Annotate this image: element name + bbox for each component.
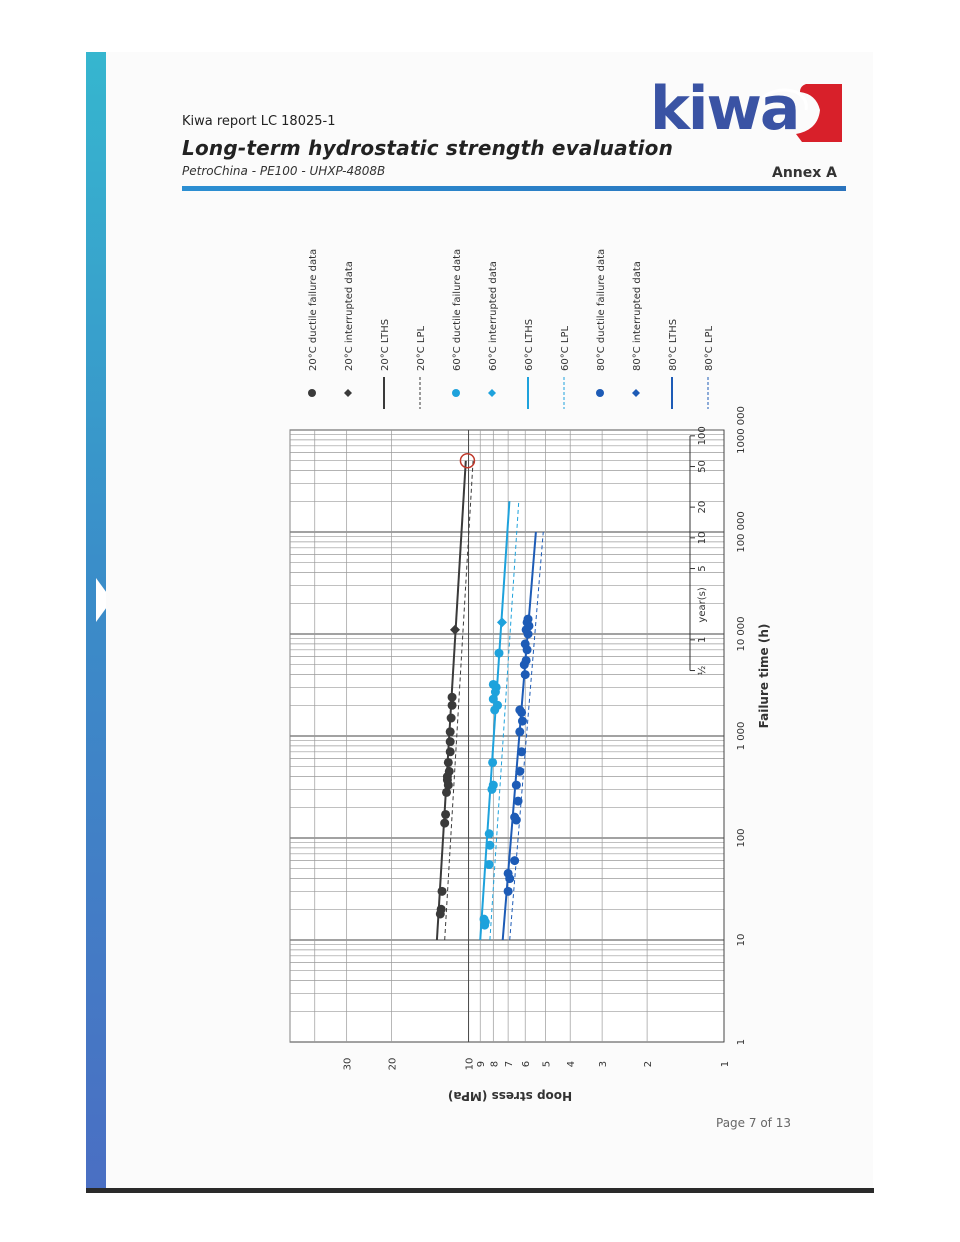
legend-marker-circle <box>596 389 604 397</box>
page-title: Long-term hydrostatic strength evaluation <box>182 136 674 160</box>
x-tick-label: 1 <box>736 1038 747 1046</box>
chart-grid <box>290 430 724 1042</box>
kiwa-logo-text: kiwa <box>650 74 799 144</box>
x-tick-label: 1000 000 <box>736 406 747 454</box>
legend-label: 60°C interrupted data <box>488 261 499 371</box>
data-point <box>480 915 489 924</box>
y-tick-label: 10 <box>464 1057 476 1071</box>
y-tick-label: 30 <box>342 1057 354 1071</box>
legend-marker-diamond <box>632 389 640 397</box>
legend-label: 80°C LPL <box>704 325 715 371</box>
data-point <box>518 717 527 726</box>
data-point <box>510 813 519 822</box>
legend-label: 60°C LTHS <box>524 318 535 371</box>
page-number: Page 7 of 13 <box>716 1116 791 1130</box>
data-point <box>446 737 455 746</box>
x-tick-label: 100 <box>736 828 747 848</box>
years-scale-label: 10 <box>697 531 708 545</box>
data-point <box>512 781 521 790</box>
legend-label: 20°C ductile failure data <box>308 248 319 371</box>
x-tick-label: 10 000 <box>736 616 747 652</box>
data-point <box>446 747 455 756</box>
legend-label: 80°C interrupted data <box>632 261 643 371</box>
data-point <box>444 758 453 767</box>
annex-label: Annex A <box>772 165 838 181</box>
y-tick-label: 6 <box>521 1060 533 1068</box>
y-tick-label: 3 <box>598 1060 610 1068</box>
legend-label: 80°C ductile failure data <box>596 248 607 371</box>
data-point <box>446 727 455 736</box>
x-tick-label: 100 000 <box>736 511 747 553</box>
legend-label: 20°C interrupted data <box>344 261 355 371</box>
x-tick-label: 10 <box>736 933 747 947</box>
data-point <box>521 639 530 648</box>
data-point <box>521 670 530 679</box>
y-axis-label: Hoop stress (MPa) <box>447 1089 573 1103</box>
x-axis-label: Failure time (h) <box>757 623 771 729</box>
years-scale-label: 1 <box>697 636 708 644</box>
legend-label: 60°C LPL <box>560 325 571 371</box>
y-tick-label: 4 <box>566 1060 578 1068</box>
data-point <box>504 869 513 878</box>
data-point <box>441 810 450 819</box>
legend-label: 80°C LTHS <box>668 318 679 371</box>
data-point <box>522 656 531 665</box>
chart-legend <box>308 249 715 409</box>
y-tick-label: 9 <box>476 1060 488 1068</box>
report-number: Kiwa report LC 18025-1 <box>182 114 336 129</box>
y-tick-label: 2 <box>643 1060 655 1068</box>
legend-label: 20°C LTHS <box>380 318 391 371</box>
y-tick-label: 20 <box>387 1057 399 1071</box>
data-point <box>448 693 457 702</box>
y-tick-label: 7 <box>504 1060 516 1068</box>
data-point <box>485 860 494 869</box>
legend-marker-circle <box>308 389 316 397</box>
data-point <box>515 727 524 736</box>
data-point <box>488 758 497 767</box>
data-point <box>440 819 449 828</box>
data-point <box>514 797 523 806</box>
data-point <box>517 747 526 756</box>
data-point <box>485 829 494 838</box>
data-point <box>504 887 513 896</box>
data-point <box>489 680 498 689</box>
data-point <box>510 856 519 865</box>
legend-marker-diamond <box>488 389 496 397</box>
data-point <box>485 841 494 850</box>
page-subtitle: PetroChina - PE100 - UHXP-4808B <box>182 164 386 178</box>
data-point <box>515 705 524 714</box>
years-scale-label: 100 <box>697 426 708 446</box>
data-point <box>489 781 498 790</box>
years-scale-title: year(s) <box>697 587 708 623</box>
data-point <box>447 714 456 723</box>
y-tick-label: 8 <box>489 1060 501 1068</box>
y-tick-label: 1 <box>720 1060 731 1068</box>
legend-marker-circle <box>452 389 460 397</box>
legend-label: 60°C ductile failure data <box>452 248 463 371</box>
years-scale-label: 5 <box>697 565 708 572</box>
data-point <box>524 615 533 624</box>
x-tick-label: 1 000 <box>736 721 747 751</box>
years-scale-label: 50 <box>697 460 708 473</box>
data-point <box>437 905 446 914</box>
years-scale-label: ½ <box>697 665 708 676</box>
data-point <box>448 701 457 710</box>
years-scale-label: 20 <box>697 500 708 514</box>
legend-marker-diamond <box>344 389 352 397</box>
data-point <box>445 767 454 776</box>
data-point <box>515 767 524 776</box>
legend-label: 20°C LPL <box>416 325 427 371</box>
data-point <box>494 649 503 658</box>
y-tick-label: 5 <box>541 1060 553 1068</box>
data-point <box>438 887 447 896</box>
